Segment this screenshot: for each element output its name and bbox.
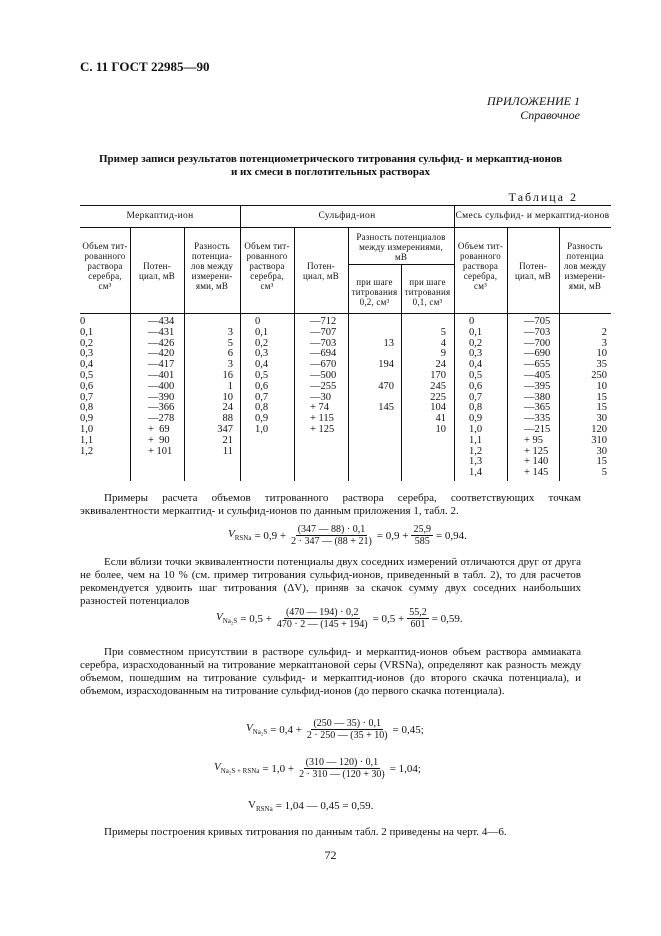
appendix-title: ПРИЛОЖЕНИЕ 1 xyxy=(487,94,580,108)
mixture-potential-column xyxy=(524,317,559,479)
table-cell: 1,2 xyxy=(80,445,94,457)
table-cell: 347 xyxy=(217,423,233,435)
table-cell: 88 xyxy=(222,413,233,425)
table-cell: + 125 xyxy=(310,423,335,435)
appendix-subtitle: Справочное xyxy=(520,108,580,122)
table-cell: 0,7 xyxy=(469,391,483,403)
formula-lhs: $V_{RSNa}$ xyxy=(248,799,273,814)
table-cell: 0,9 xyxy=(255,413,269,425)
formula-lhs: $V_{Na_2S}$ xyxy=(246,722,268,737)
table-cell: 1,0 xyxy=(80,423,94,435)
table-cell: 10 xyxy=(435,423,446,435)
table-cell: 3 xyxy=(227,326,233,338)
table-cell: 1,1 xyxy=(80,434,94,446)
formula-v-na2s-mix: $V_{Na_2S}$ = 0,4 + $\frac{(250 — 35) \cdot 0,1}{2 \cdot 250 — (35 + 10)}$ = 0,45; xyxy=(246,718,424,741)
table-cell: 0,4 xyxy=(80,359,94,371)
table-cell: —712 xyxy=(310,316,337,327)
paragraph-joint-presence: При совместном присутствии в растворе сульфид- и меркаптид-ионов объем раствора аммиаката серебра, израсходованный на титрование меркаптановой серы (VRSNa), определяют как разность между объемом, пошедшим на титрование сульфид- и меркаптид-ионов (до второго скачка потенциала), и объемом, израсходованным на титрование сульфид-ионов (до первого скачка потенциала). xyxy=(80,646,581,697)
table-cell: —420 xyxy=(148,348,175,360)
table-cell: —278 xyxy=(148,413,175,425)
table-cell: —703 xyxy=(524,326,551,338)
table-cell: —690 xyxy=(524,348,551,360)
table-cell: 15 xyxy=(596,391,607,403)
page-number: 72 xyxy=(324,848,337,862)
table-cell: 120 xyxy=(591,423,607,435)
table-cell xyxy=(348,425,394,436)
formula-lhs: $V_{Na_2S + RSNa}$ xyxy=(214,761,260,776)
table-cell xyxy=(401,317,446,328)
table-label: Таблица 2 xyxy=(508,190,578,204)
col-header-volume: Объем тит- рованного раствора серебра, см³ xyxy=(457,241,504,291)
mercaptide-difference-column xyxy=(184,317,233,457)
table-cell: + 95 xyxy=(524,434,544,446)
table-cell: —255 xyxy=(310,380,337,392)
table-cell: 194 xyxy=(378,359,394,371)
table-cell: 41 xyxy=(435,413,446,425)
col-header-difference: Разность потенциа лов между измерени- ями, мВ xyxy=(563,241,607,291)
mercaptide-volume-column xyxy=(80,317,126,457)
table-cell: 225 xyxy=(430,391,446,403)
page-header: С. 11 ГОСТ 22985—90 xyxy=(80,59,210,74)
table-rule-groups xyxy=(80,227,611,228)
table-cell: 1,0 xyxy=(469,423,483,435)
formula-v-rsna-result: $V_{RSNa}$ = 1,04 — 0,45 = 0,59. xyxy=(248,799,374,814)
table-cell: 5 xyxy=(227,337,233,349)
table-cell: + 125 xyxy=(524,445,549,457)
table-cell: 470 xyxy=(378,380,394,392)
table-cell xyxy=(348,414,394,425)
table-cell: —426 xyxy=(148,337,175,349)
table-cell xyxy=(348,328,394,339)
mercaptide-potential-column xyxy=(148,317,184,457)
table-cell: 0 xyxy=(469,316,475,327)
table-cell: 10 xyxy=(596,348,607,360)
table-cell: 0,2 xyxy=(255,337,269,349)
fraction: $\frac{55,2}{601}$ xyxy=(409,607,427,630)
table-cell: + 140 xyxy=(524,456,549,468)
sulfide-diff-step02-column xyxy=(348,317,394,436)
table-cell: —365 xyxy=(524,402,551,414)
table-cell: 0,7 xyxy=(80,391,94,403)
table-cell: 250 xyxy=(591,369,607,381)
table-cell: 11 xyxy=(222,445,233,457)
table-cell: 0,5 xyxy=(80,369,94,381)
mixture-volume-column xyxy=(469,317,507,479)
table-cell: 0,2 xyxy=(80,337,94,349)
document-title-line2: и их смеси в поглотительных растворах xyxy=(230,166,431,178)
table-cell: + 69 xyxy=(148,423,170,435)
table-cell: —500 xyxy=(310,369,337,381)
fraction: $\frac{(347 — 88) \cdot 0,1}{2 \cdot 347 — (88 + 21)}$ xyxy=(291,524,372,547)
table-cell: 5 xyxy=(440,326,446,338)
formula-lhs: $V_{RSNa}$ xyxy=(228,528,252,543)
table-cell: 21 xyxy=(222,434,233,446)
sulfide-potential-column xyxy=(310,317,348,436)
col-header-step-02: при шаге титрования 0,2, см³ xyxy=(351,277,398,307)
table-cell: —694 xyxy=(310,348,337,360)
table-cell: 0,7 xyxy=(255,391,269,403)
table-cell: 6 xyxy=(227,348,233,360)
table-cell: —395 xyxy=(524,380,551,392)
table-cell: 24 xyxy=(222,402,233,414)
table-cell: —705 xyxy=(524,316,551,327)
paragraph-examples-intro: Примеры расчета объемов титрованного раствора серебра, соответствующих точкам эквивалентности меркаптид- и сульфид-ионов по данным приложения 1, табл. 2. xyxy=(80,492,581,517)
table-rule-top xyxy=(80,205,611,206)
table-cell: 1,0 xyxy=(255,423,269,435)
titration-table xyxy=(80,205,611,481)
table-cell: —434 xyxy=(148,316,175,327)
sulfide-volume-column xyxy=(255,317,293,436)
table-cell: 0,3 xyxy=(255,348,269,360)
group-header-mercaptide: Меркаптид-ион xyxy=(126,211,194,221)
formula-v-na2s: $V_{Na_2S}$ = 0,5 + $\frac{(470 — 194) \cdot 0,2}{470 \cdot 2 — (145 + 194)}$ = 0,5 + $\frac{55,2}{601}$ = 0,59. xyxy=(216,607,463,630)
table-cell: 0 xyxy=(80,316,86,327)
table-cell: 13 xyxy=(383,337,394,349)
table-cell: 170 xyxy=(430,369,446,381)
table-cell: 15 xyxy=(596,402,607,414)
table-cell: 0,8 xyxy=(469,402,483,414)
table-cell: 9 xyxy=(440,348,446,360)
table-cell: 2 xyxy=(601,326,607,338)
col-header-potential: Потен- циал, мВ xyxy=(303,261,339,281)
table-cell: 15 xyxy=(596,456,607,468)
col-header-potential: Потен- циал, мВ xyxy=(139,261,175,281)
table-cell: —401 xyxy=(148,369,175,381)
table-cell: 145 xyxy=(378,402,394,414)
table-cell: —366 xyxy=(148,402,175,414)
fraction: $\frac{(470 — 194) \cdot 0,2}{470 \cdot 2 — (145 + 194)}$ xyxy=(276,607,368,630)
table-cell: 5 xyxy=(601,467,607,479)
paragraph-curves-reference: Примеры построения кривых титрования по данным табл. 2 приведены на черт. 4—6. xyxy=(104,826,507,838)
table-cell: 1,2 xyxy=(469,445,483,457)
table-cell: + 74 xyxy=(310,402,330,414)
table-cell: 0,4 xyxy=(255,359,269,371)
col-header-potential: Потен- циал, мВ xyxy=(515,261,551,281)
col-header-difference: Разность потенциа- лов между измерени- ями, мВ xyxy=(190,241,234,291)
fraction: $\frac{(310 — 120) \cdot 0,1}{2 \cdot 310 — (120 + 30)}$ xyxy=(299,757,385,780)
formula-v-na2s-plus-rsna: $V_{Na_2S + RSNa}$ = 1,0 + $\frac{(310 — 120) \cdot 0,1}{2 \cdot 310 — (120 + 30)}$ = 1,04; xyxy=(214,757,421,780)
table-cell: —390 xyxy=(148,391,175,403)
table-cell: —215 xyxy=(524,423,551,435)
table-cell: 10 xyxy=(596,380,607,392)
table-cell: 0,3 xyxy=(469,348,483,360)
table-cell xyxy=(559,317,607,328)
table-cell: 35 xyxy=(596,359,607,371)
table-cell: 0,1 xyxy=(255,326,269,338)
table-cell: 0,5 xyxy=(255,369,269,381)
table-cell: —380 xyxy=(524,391,551,403)
table-cell: 10 xyxy=(222,391,233,403)
table-cell: 0,6 xyxy=(469,380,483,392)
table-cell: —30 xyxy=(310,391,331,403)
table-cell: —417 xyxy=(148,359,175,371)
table-cell: 245 xyxy=(430,380,446,392)
table-cell: + 115 xyxy=(310,413,334,425)
table-cell: + 145 xyxy=(524,467,549,479)
table-cell: —703 xyxy=(310,337,337,349)
table-cell: 0,2 xyxy=(469,337,483,349)
col-header-volume: Объем тит- рованного раствора серебра, см³ xyxy=(82,241,128,291)
col-header-potential-diff-group: Разность потенциалов между измерениями, мВ xyxy=(356,232,446,262)
table-cell: 0,9 xyxy=(469,413,483,425)
table-cell: 0,8 xyxy=(255,402,269,414)
table-cell: + 101 xyxy=(148,445,173,457)
mixture-difference-column xyxy=(559,317,607,479)
table-cell: 104 xyxy=(430,402,446,414)
table-cell: 30 xyxy=(596,445,607,457)
table-cell xyxy=(348,317,394,328)
table-cell: 4 xyxy=(440,337,446,349)
table-cell: 0,8 xyxy=(80,402,94,414)
table-cell: 30 xyxy=(596,413,607,425)
table-cell: 1,4 xyxy=(469,467,483,479)
table-cell: —700 xyxy=(524,337,551,349)
table-cell: 16 xyxy=(222,369,233,381)
table-cell: —400 xyxy=(148,380,175,392)
table-cell: —707 xyxy=(310,326,337,338)
table-cell: 24 xyxy=(435,359,446,371)
table-cell: 3 xyxy=(227,359,233,371)
document-title-line1: Пример записи результатов потенциометрического титрования сульфид- и меркаптид-ионов xyxy=(98,153,563,165)
col-header-volume: Объем тит- рованного раствора серебра, см³ xyxy=(244,241,290,291)
table-cell xyxy=(184,317,233,328)
table-cell: 1 xyxy=(227,380,233,392)
table-cell: 1,3 xyxy=(469,456,483,468)
table-cell: 0,6 xyxy=(255,380,269,392)
document-title xyxy=(80,153,581,179)
table-cell: 0,4 xyxy=(469,359,483,371)
table-cell: —670 xyxy=(310,359,337,371)
appendix-label xyxy=(487,94,580,122)
table-cell: 1,1 xyxy=(469,434,483,446)
table-cell: 0,5 xyxy=(469,369,483,381)
table-cell: 3 xyxy=(601,337,607,349)
group-header-sulfide: Сульфид-ион xyxy=(318,211,376,221)
table-cell: 0,1 xyxy=(80,326,94,338)
table-cell: 0,9 xyxy=(80,413,94,425)
formula-lhs: $V_{Na_2S}$ xyxy=(216,611,238,626)
table-cell: 0,3 xyxy=(80,348,94,360)
fraction: $\frac{(250 — 35) \cdot 0,1}{2 \cdot 250 — (35 + 10)}$ xyxy=(306,718,388,741)
group-header-mixture: Смесь сульфид- и меркаптид-ионов xyxy=(455,211,610,221)
table-cell: + 90 xyxy=(148,434,170,446)
table-cell: —335 xyxy=(524,413,551,425)
table-cell: 0,1 xyxy=(469,326,483,338)
table-cell: 0,6 xyxy=(80,380,94,392)
table-cell: 310 xyxy=(591,434,607,446)
col-header-step-01: при шаге титрования 0,1, см³ xyxy=(404,277,451,307)
table-cell: —431 xyxy=(148,326,175,338)
paragraph-doubling-step: Если вблизи точки эквивалентности потенциалы двух соседних измерений отличаются друг от друга не более, чем на 10 % (см. пример титрования сульфид-ионов, приведенный в табл. 2), то для расчетов рекомендуется удвоить шаг титрования (ΔV), приняв за скачок сумму двух соседних наибольших разностей потенциалов xyxy=(80,556,581,607)
table-rule-header-bottom xyxy=(80,313,611,314)
fraction: $\frac{25,9}{585}$ xyxy=(413,524,431,547)
formula-v-rsna: $V_{RSNa}$ = 0,9 + $\frac{(347 — 88) \cdot 0,1}{2 \cdot 347 — (88 + 21)}$ = 0,9 + $\frac{25,9}{585}$ = 0,94. xyxy=(228,524,467,547)
sulfide-diff-step01-column xyxy=(401,317,446,436)
table-cell: —405 xyxy=(524,369,551,381)
table-cell: —655 xyxy=(524,359,551,371)
table-cell: 0 xyxy=(255,316,261,327)
